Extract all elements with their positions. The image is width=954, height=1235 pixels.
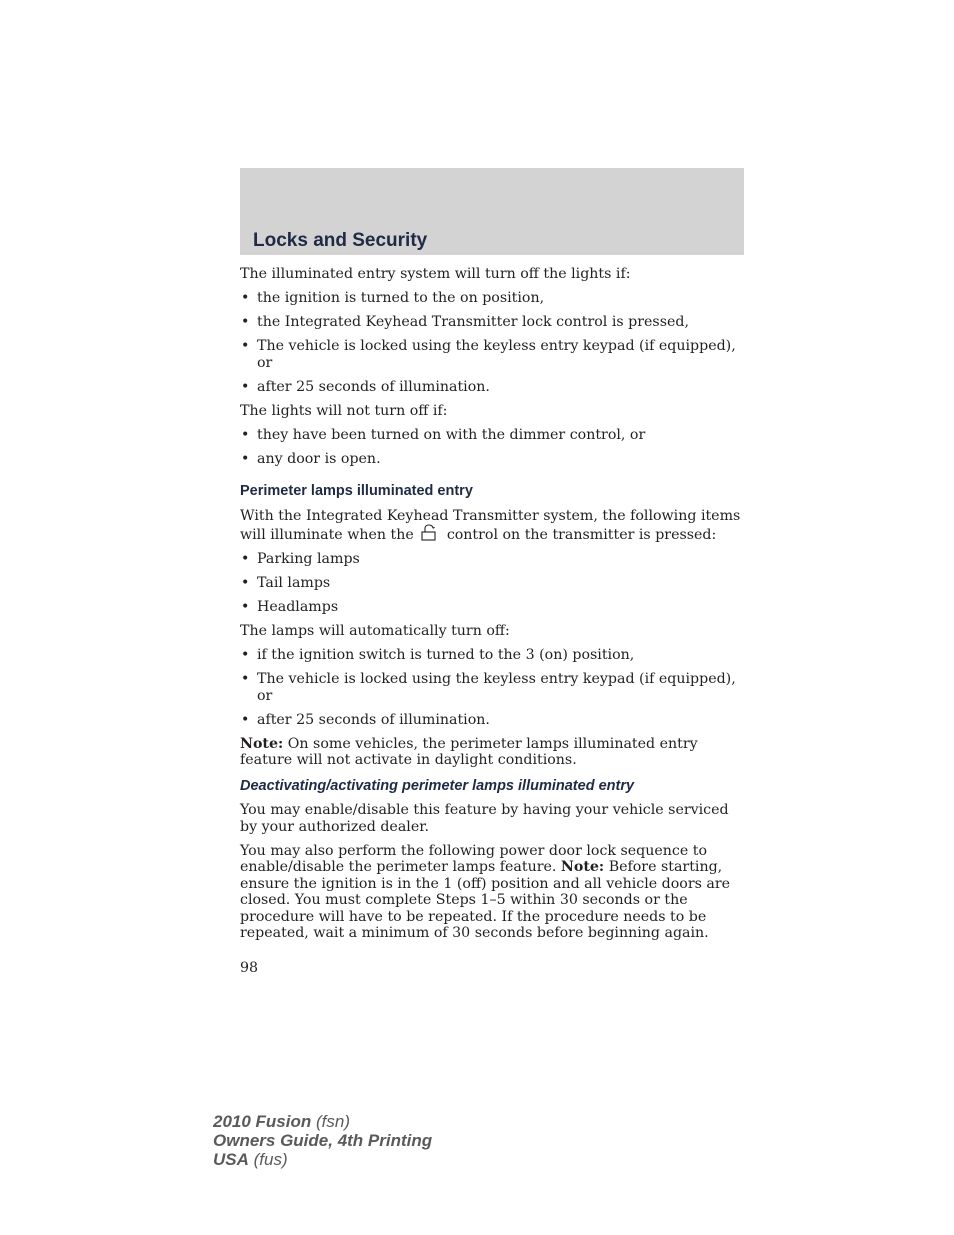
note-label: Note: [240,735,284,752]
illuminated-items-list [240,551,744,616]
list-item: • after 25 seconds of illumination. [240,379,744,396]
list-item: • the Integrated Keyhead Transmitter lock control is pressed, [240,314,744,331]
footer-line-guide [213,1131,432,1150]
lights-not-off-list [240,427,744,468]
footer-line-market [213,1150,432,1169]
list-item: • if the ignition switch is turned to the 3 (on) position, [240,647,744,664]
perimeter-intro-text-1: With the Integrated Keyhead Transmitter system, the following items will illuminate when the [240,507,741,543]
lock-sequence-text-1: You may also perform the following power door lock sequence to enable/disable the perimeter lamps feature. [240,842,708,875]
document-footer [213,1112,432,1169]
section-header-band [240,168,744,255]
footer-market-code: (fus) [253,1150,288,1169]
list-item: • after 25 seconds of illumination. [240,712,744,729]
illuminated-entry-intro: The illuminated entry system will turn off the lights if: [240,266,631,282]
list-item: • The vehicle is locked using the keyless entry keypad (if equipped), or [240,671,744,704]
daylight-note [240,736,744,769]
perimeter-lamps-intro [240,508,744,544]
dealer-service-paragraph: You may enable/disable this feature by having your vehicle serviced by your authorized dealer. [240,802,729,835]
list-item: • Parking lamps [240,551,744,568]
section-title: Locks and Security [253,230,428,251]
list-item: • The vehicle is locked using the keyless entry keypad (if equipped), or [240,338,744,371]
list-item: • any door is open. [240,451,744,468]
note-label: Note: [560,859,605,875]
auto-off-intro: The lamps will automatically turn off: [240,623,510,639]
unlock-icon [420,524,438,541]
deactivating-heading: Deactivating/activating perimeter lamps illuminated entry [240,777,635,794]
footer-model: 2010 Fusion [213,1112,312,1131]
lights-off-list [240,290,744,395]
perimeter-intro-text-2: control on the transmitter is pressed: [446,527,717,543]
list-item: • they have been turned on with the dimmer control, or [240,427,744,444]
lock-sequence-paragraph [240,843,744,942]
lights-not-off-intro: The lights will not turn off if: [240,402,448,419]
page-number: 98 [240,960,259,976]
lock-sequence-text-2: Before starting, ensure the ignition is in the 1 (off) position and all vehicle doors are closed. You must complete Steps 1–5 within 30 seconds or the procedure will have to be repeated. If the procedure needs to be repeated, wait a minimum of 30 seconds before beginning again. [240,859,731,941]
note-text: On some vehicles, the perimeter lamps illuminated entry feature will not activate in daylight conditions. [240,735,698,768]
footer-guide: Owners Guide, 4th Printing [213,1131,433,1150]
footer-line-model [213,1112,432,1131]
footer-model-code: (fsn) [316,1112,350,1131]
auto-off-list [240,647,744,728]
list-item: • Tail lamps [240,575,744,592]
list-item: • Headlamps [240,599,744,616]
list-item: • the ignition is turned to the on position, [240,290,744,307]
footer-market: USA [213,1150,249,1169]
page-content [240,266,744,949]
perimeter-lamps-heading: Perimeter lamps illuminated entry [240,483,473,499]
